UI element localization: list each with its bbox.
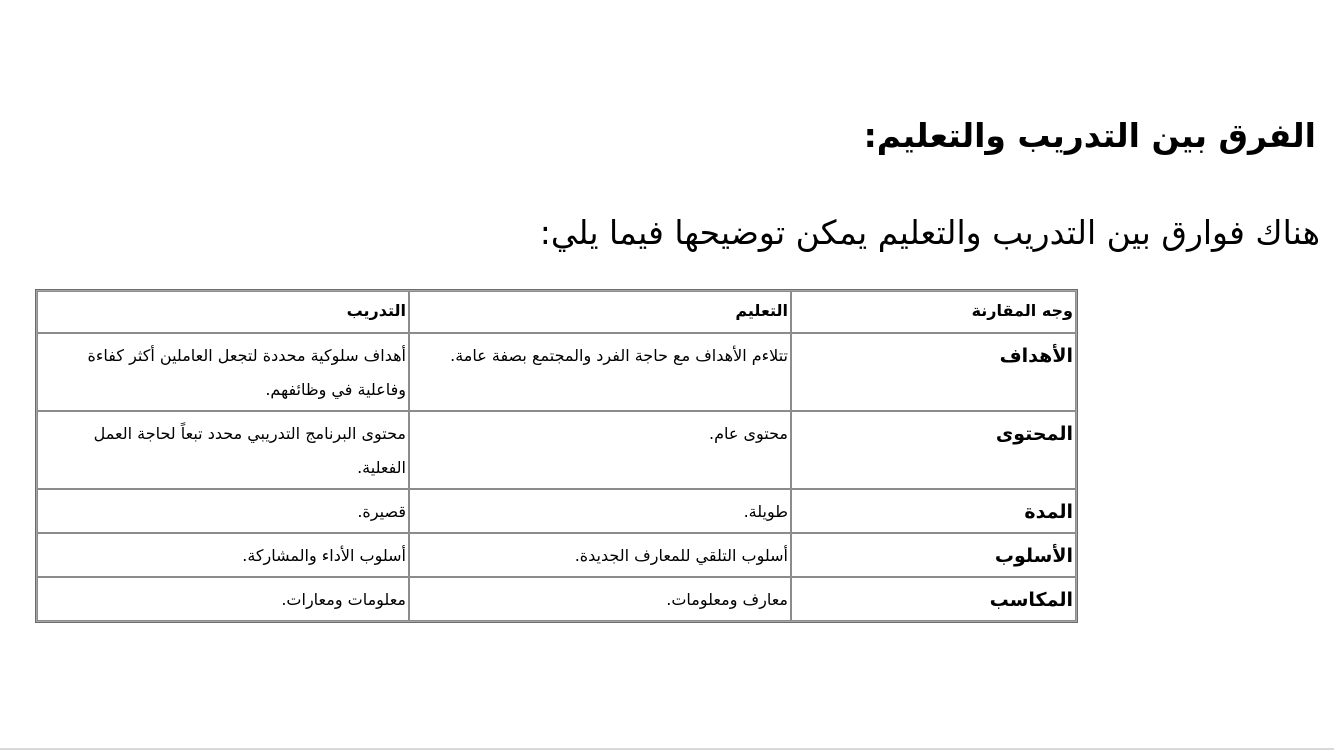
header-training: التدريب	[37, 291, 409, 333]
row-aspect: المحتوى	[791, 411, 1076, 489]
page-heading: الفرق بين التدريب والتعليم:	[863, 116, 1316, 155]
row-aspect: المكاسب	[791, 577, 1076, 621]
row-training: محتوى البرنامج التدريبي محدد تبعاً لحاجة العمل الفعلية.	[37, 411, 409, 489]
row-education: تتلاءم الأهداف مع حاجة الفرد والمجتمع بصفة عامة.	[409, 333, 791, 411]
intro-paragraph: هناك فوارق بين التدريب والتعليم يمكن توضيحها فيما يلي:	[539, 213, 1320, 252]
row-education: محتوى عام.	[409, 411, 791, 489]
row-training: قصيرة.	[37, 489, 409, 533]
row-training: أسلوب الأداء والمشاركة.	[37, 533, 409, 577]
table-row	[37, 333, 1076, 411]
row-education: أسلوب التلقي للمعارف الجديدة.	[409, 533, 791, 577]
header-aspect: وجه المقارنة	[791, 291, 1076, 333]
row-aspect: الأسلوب	[791, 533, 1076, 577]
row-training: معلومات ومعارات.	[37, 577, 409, 621]
comparison-table	[36, 290, 1077, 622]
table-row	[37, 577, 1076, 621]
table-row	[37, 533, 1076, 577]
table-row	[37, 489, 1076, 533]
table-header-row	[37, 291, 1076, 333]
table-row	[37, 411, 1076, 489]
row-aspect: المدة	[791, 489, 1076, 533]
row-education: طويلة.	[409, 489, 791, 533]
header-education: التعليم	[409, 291, 791, 333]
row-aspect: الأهداف	[791, 333, 1076, 411]
row-education: معارف ومعلومات.	[409, 577, 791, 621]
row-training: أهداف سلوكية محددة لتجعل العاملين أكثر كفاءة وفاعلية في وظائفهم.	[37, 333, 409, 411]
